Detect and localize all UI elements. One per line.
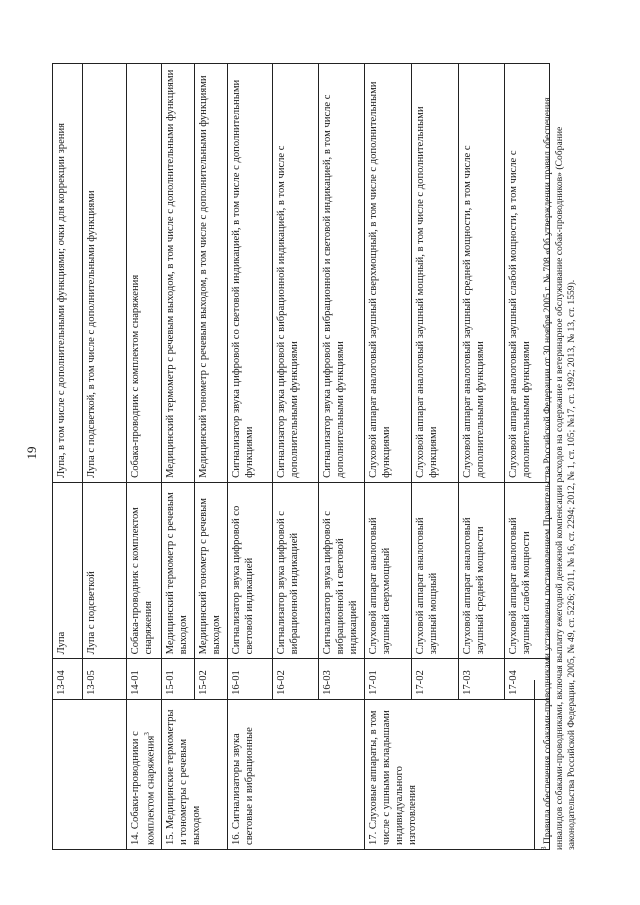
desc-cell: Лупа с подсветкой, в том числе с дополнительными функциями bbox=[83, 64, 127, 483]
desc-cell: Медицинский тонометр с речевым выходом, в том числе с дополнительными функциями bbox=[195, 64, 228, 483]
name-cell: Лупа с подсветкой bbox=[83, 482, 127, 658]
rotated-page bbox=[22, 23, 612, 883]
group-cell bbox=[53, 699, 127, 849]
code-cell: 14-01 bbox=[127, 659, 162, 700]
table-row bbox=[162, 64, 195, 850]
name-cell: Собака-проводник с комплектом снаряжения bbox=[127, 482, 162, 658]
code-cell: 16-02 bbox=[273, 659, 319, 700]
code-cell: 17-03 bbox=[459, 659, 505, 700]
footnote-text: Правила обеспечения собаками-проводниками установлены постановлением Правительства Российской Федерации от 30 ноября 2005 г. № 708 «Об утверждении правил обеспечения инвалидов собаками-проводниками, включая выплату ежегодной денежной компенсации расходов на содержание и ветеринарное обслуживание собак-проводников» (Собрание законодательства Российской Федерации, 2005, № 49, ст. 5226; 2011, № 16, ст. 2294; 2012, № 1, ст. 105; №17, ст. 1992; 2013, № 13, ст. 1559). bbox=[542, 97, 578, 850]
name-cell: Лупа bbox=[53, 482, 83, 658]
footnote-marker: 3 bbox=[540, 846, 548, 850]
desc-cell: Сигнализатор звука цифровой с вибрационной и световой индикацией, в том числе с дополнительными функциями bbox=[319, 64, 365, 483]
desc-cell: Лупа, в том числе с дополнительными функциями; очки для коррекции зрения bbox=[53, 64, 83, 483]
code-cell: 15-02 bbox=[195, 659, 228, 700]
name-cell: Слуховой аппарат аналоговый заушный сверхмощный bbox=[365, 482, 412, 658]
desc-cell: Сигнализатор звука цифровой с вибрационной индикацией, в том числе с дополнительными функциями bbox=[273, 64, 319, 483]
group-cell: 16. Сигнализаторы звука световые и вибрационные bbox=[228, 699, 365, 849]
assistive-devices-table bbox=[52, 63, 550, 850]
table-row bbox=[365, 64, 412, 850]
desc-cell: Слуховой аппарат аналоговый заушный мощный, в том числе с дополнительными функциями bbox=[412, 64, 459, 483]
group-cell: 14. Собаки-проводники с комплектом снаряжения$^3$ bbox=[127, 699, 162, 849]
name-cell: Слуховой аппарат аналоговый заушный мощный bbox=[412, 482, 459, 658]
desc-cell: Слуховой аппарат аналоговый заушный сверхмощный, в том числе с дополнительными функциями bbox=[365, 64, 412, 483]
group-cell: 17. Слуховые аппараты, в том числе с ушными вкладышами индивидуального изготовления bbox=[365, 699, 550, 849]
footnote-separator bbox=[534, 680, 535, 850]
name-cell: Медицинский тонометр с речевым выходом bbox=[195, 482, 228, 658]
name-cell: Сигнализатор звука цифровой со световой индикацией bbox=[228, 482, 273, 658]
desc-cell: Слуховой аппарат аналоговый заушный средней мощности, в том числе с дополнительными функциями bbox=[459, 64, 505, 483]
table-row bbox=[127, 64, 162, 850]
code-cell: 16-01 bbox=[228, 659, 273, 700]
code-cell: 17-02 bbox=[412, 659, 459, 700]
code-cell: 16-03 bbox=[319, 659, 365, 700]
table-row bbox=[228, 64, 273, 850]
footnote bbox=[540, 60, 578, 850]
name-cell: Сигнализатор звука цифровой с вибрационной и световой индикацией bbox=[319, 482, 365, 658]
table-row bbox=[53, 64, 83, 850]
desc-cell: Слуховой аппарат аналоговый заушный слабой мощности, в том числе с дополнительными функциями bbox=[505, 64, 550, 483]
code-cell: 15-01 bbox=[162, 659, 195, 700]
name-cell: Медицинский термометр с речевым выходом bbox=[162, 482, 195, 658]
desc-cell: Собака-проводник с комплектом снаряжения bbox=[127, 64, 162, 483]
group-cell: 15. Медицинские термометры и тонометры с речевым выходом bbox=[162, 699, 228, 849]
name-cell: Слуховой аппарат аналоговый заушный слабой мощности bbox=[505, 482, 550, 658]
code-cell: 17-01 bbox=[365, 659, 412, 700]
desc-cell: Медицинский термометр с речевым выходом, в том числе с дополнительными функциями bbox=[162, 64, 195, 483]
page-number: 19 bbox=[24, 446, 39, 460]
code-cell: 17-04 bbox=[505, 659, 550, 700]
desc-cell: Сигнализатор звука цифровой со световой индикацией, в том числе с дополнительными функциями bbox=[228, 64, 273, 483]
code-cell: 13-05 bbox=[83, 659, 127, 700]
name-cell: Сигнализатор звука цифровой с вибрационной индикацией bbox=[273, 482, 319, 658]
name-cell: Слуховой аппарат аналоговый заушный средней мощности bbox=[459, 482, 505, 658]
code-cell: 13-04 bbox=[53, 659, 83, 700]
